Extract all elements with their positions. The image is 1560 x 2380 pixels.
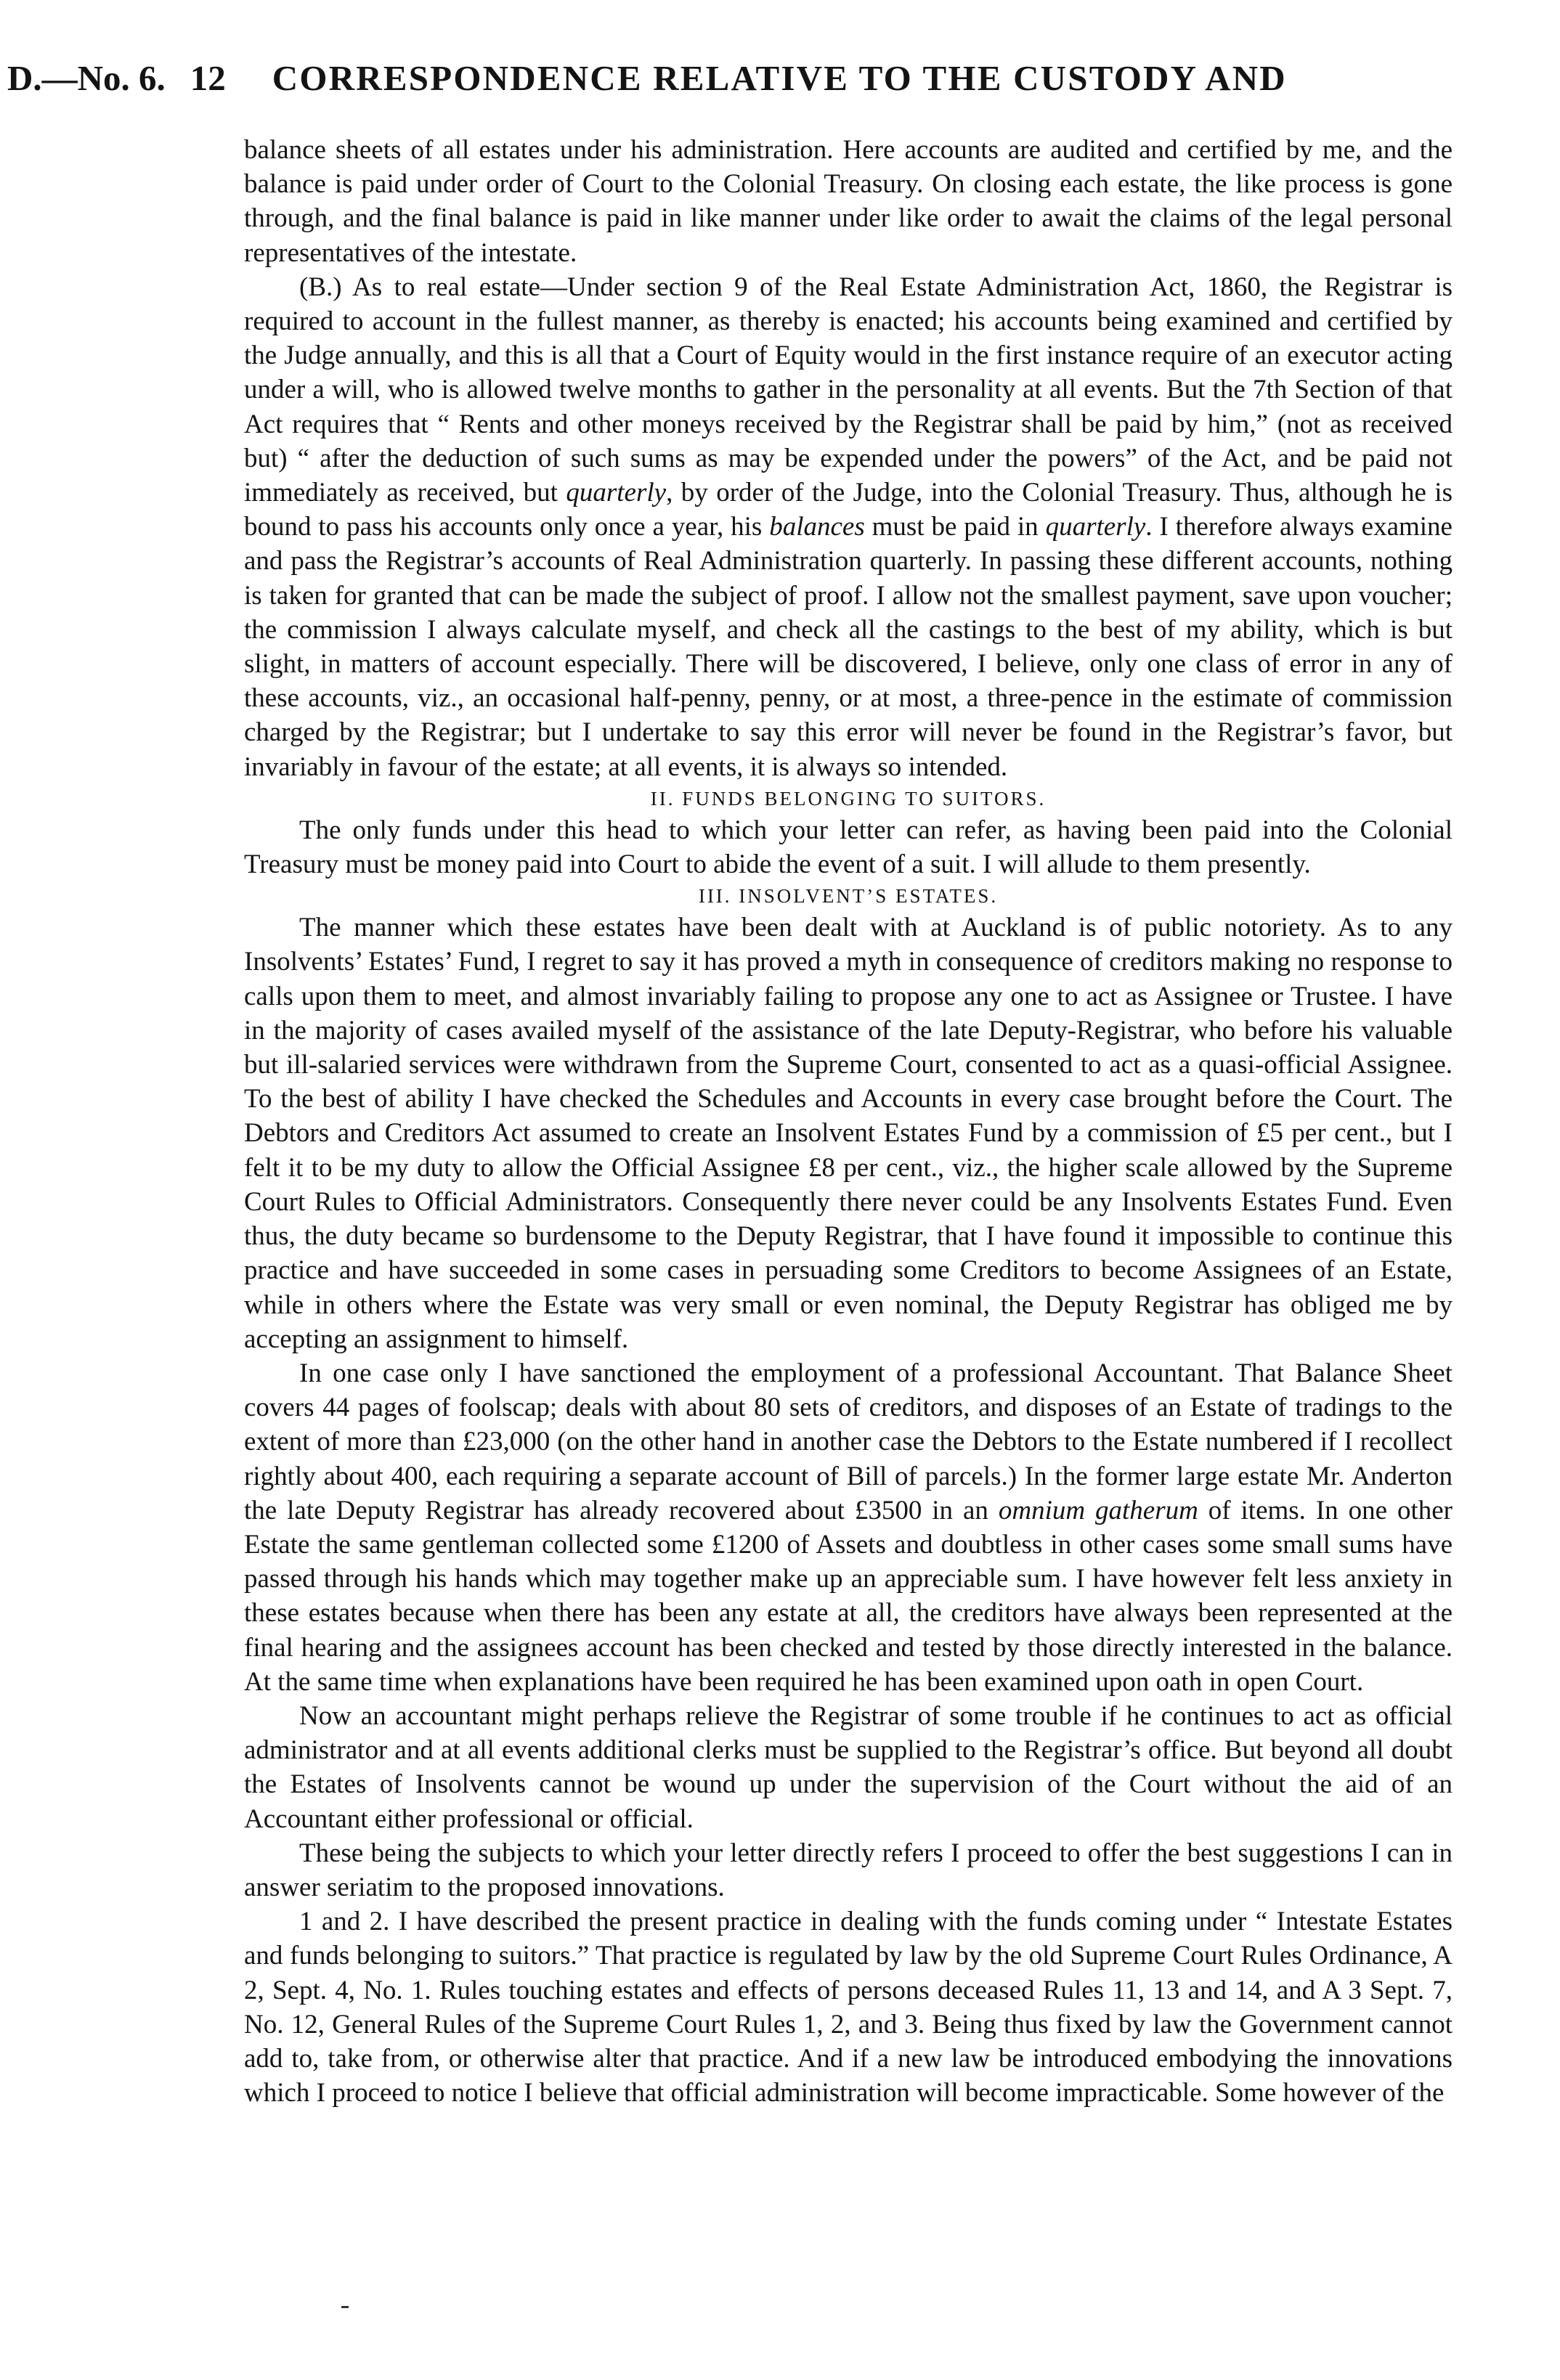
text-run: must be paid in [864, 512, 1046, 542]
text-run: of items. In one other Estate the same gentleman collected some £1200 of Assets and doubtless in other cases some small sums have passed through his hands which may together make up an appreciable sum. I have however felt less anxiety in these estates because when there has been any estate at all, the creditors have always been represented at the final hearing and the assignees account has been checked and tested by those directly interested in the balance. At the same time when explanations have been required he has been examined upon oath in open Court. [244, 1495, 1453, 1697]
body-text [244, 133, 1453, 2110]
section-heading-insolvent-estates: III. INSOLVENT’S ESTATES. [698, 885, 999, 908]
italic-text: omnium gatherum [998, 1495, 1198, 1525]
running-title: CORRESPONDENCE RELATIVE TO THE CUSTODY AND [272, 58, 1287, 98]
italic-text: quarterly [1045, 512, 1146, 542]
paragraph-accountant-case [244, 1356, 1453, 1699]
paragraph-insolvent-manner: The manner which these estates have been dealt with at Auckland is of public notoriety. As to any Insolvents’ Estates’ Fund, I regret to say it has proved a myth in consequence of creditors making no response to calls upon them to meet, and almost invariably failing to propose any one to act as Assignee or Trustee. I have in the majority of cases availed myself of the assistance of the late Deputy-Registrar, who before his valuable but ill-salaried services were withdrawn from the Supreme Court, consented to act as a quasi-official Assignee. To the best of ability I have checked the Schedules and Accounts in every case brought before the Court. The Debtors and Creditors Act assumed to create an Insolvent Estates Fund by a commission of £5 per cent., but I felt it to be my duty to allow the Official Assignee £8 per cent., viz., the higher scale allowed by the Supreme Court Rules to Official Administrators. Consequently there never could be any Insolvents Estates Fund. Even thus, the duty became so burdensome to the Deputy Registrar, that I have found it impossible to continue this practice and have succeeded in some cases in persuading some Creditors to become Assignees of an Estate, while in others where the Estate was very small or even nominal, the Deputy Registrar has obliged me by accepting an assignment to himself. [244, 913, 1453, 1354]
page-number: 12 [190, 58, 226, 98]
paragraph-accountant-relief: Now an accountant might perhaps relieve the Registrar of some trouble if he continues to act as official administrator and at all events additional clerks must be supplied to the Registrar’s office. But beyond all doubt the Estates of Insolvents cannot be wound up under the supervision of the Court without the aid of an Accountant either professional or official. [244, 1700, 1453, 1834]
paragraph-innovations: 1 and 2. I have described the present practice in dealing with the funds coming under “ Intestate Estates and funds belonging to suitors.” That practice is regulated by law by the old Supreme Court Rules Ordinance, A 2, Sept. 4, No. 1. Rules touching estates and effects of persons deceased Rules 11, 13 and 14, and A 3 Sept. 7, No. 12, General Rules of the Supreme Court Rules 1, 2, and 3. Being thus fixed by law the Government cannot add to, take from, or otherwise alter that practice. And if a new law be introduced embodying the innovations which I proceed to notice I believe that official administration will become impracticable. Some however of the [244, 1907, 1453, 2108]
italic-text: balances [769, 512, 865, 542]
section-heading-funds-suitors: II. FUNDS BELONGING TO SUITORS. [650, 787, 1047, 810]
stray-mark [341, 2306, 349, 2308]
text-run: (B.) As to real estate—Under section 9 of the Real Estate Administration Act, 1860, the Registrar is required to account in the fullest manner, as thereby is enacted; his accounts being examined and certified by the Judge annually, and this is all that a Court of Equity would in the first instance require of an executor acting under a will, who is allowed twelve months to gather in the personality at all events. But the 7th Section of that Act requires that “ Rents and other moneys received by the Registrar shall be paid by him,” (not as received but) “ after the deduction of such sums as may be expended under the powers” of the Act, and be paid not immediately as received, but [244, 272, 1453, 508]
document-id: D.—No. 6. [7, 58, 166, 98]
text-run: , by order of the Judge, into the Colonial Treasury. Thus, although he is bound to pass his accounts only once a year, his [244, 478, 1453, 542]
text-run: In one case only I have sanctioned the employment of a professional Accountant. That Balance Sheet covers 44 pages of foolscap; deals with about 80 sets of creditors, and disposes of an Estate of tradings to the extent of more than £23,000 (on the other hand in another case the Debtors to the Estate numbered if I recollect rightly about 400, each requiring a separate account of Bill of parcels.) In the former large estate Mr. Anderton the late Deputy Registrar has already recovered about £3500 in an [244, 1358, 1453, 1525]
italic-text: quarterly [566, 478, 667, 508]
paragraph-balance-sheets: balance sheets of all estates under his administration. Here accounts are audited and certified by me, and the balance is paid under order of Court to the Colonial Treasury. On closing each estate, the like process is gone through, and the final balance is paid in like manner under like order to await the claims of the legal personal representatives of the intestate. [244, 135, 1453, 268]
paragraph-suggestions: These being the subjects to which your letter directly refers I proceed to offer the best suggestions I can in answer seriatim to the proposed innovations. [244, 1838, 1453, 1902]
text-run: . I therefore always examine and pass the Registrar’s accounts of Real Administration quarterly. In passing these different accounts, nothing is taken for granted that can be made the subject of proof. I allow not the smallest payment, save upon voucher; the commission I always calculate myself, and check all the castings to the best of my ability, which is but slight, in matters of account especially. There will be discovered, I believe, only one class of error in any of these accounts, viz., an occasional half-penny, penny, or at most, a three-pence in the estimate of commission charged by the Registrar; but I undertake to say this error will never be found in the Registrar’s favor, but invariably in favour of the estate; at all events, it is always so intended. [244, 512, 1453, 782]
paragraph-funds-suitors: The only funds under this head to which your letter can refer, as having been paid into the Colonial Treasury must be money paid into Court to abide the event of a suit. I will allude to them presently. [244, 815, 1453, 880]
paragraph-real-estate [244, 270, 1453, 784]
running-head [7, 57, 1453, 100]
